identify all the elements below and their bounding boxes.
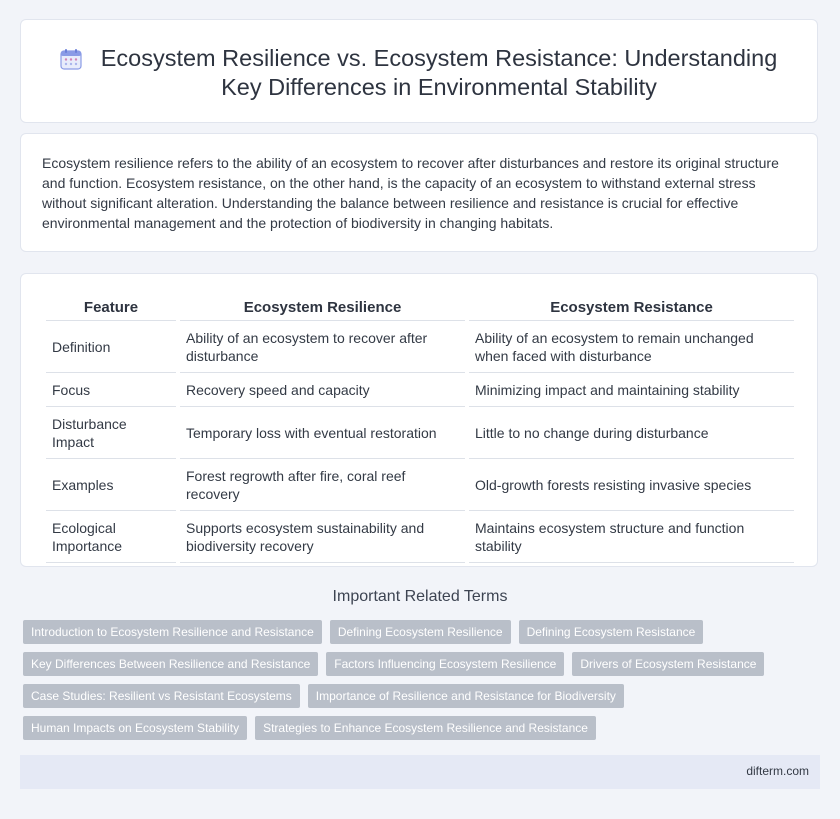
tag-link[interactable]: Factors Influencing Ecosystem Resilience [326, 652, 564, 676]
tag-link[interactable]: Strategies to Enhance Ecosystem Resilience and Resistance [255, 716, 596, 740]
row-resistance: Little to no change during disturbance [469, 407, 794, 459]
table-row [46, 407, 794, 459]
row-resistance: Ability of an ecosystem to remain unchanged when faced with disturbance [469, 321, 794, 373]
tag-row [23, 684, 823, 708]
intro-paragraph: Ecosystem resilience refers to the ability of an ecosystem to recover after disturbances and restore its original structure and function. Ecosystem resistance, on the other hand, is the capacity of an ecosystem to withstand external stress without significant alteration. Understanding the balance between resilience and resistance is crucial for effective environmental management and the protection of biodiversity in changing habitats. [42, 155, 779, 231]
page-title: Ecosystem Resilience vs. Ecosystem Resistance: Understanding Key Differences in Environmental Stability [100, 45, 778, 100]
related-terms-title: Important Related Terms [332, 588, 508, 605]
comparison-card [20, 273, 818, 567]
tag-link[interactable]: Importance of Resilience and Resistance for Biodiversity [308, 684, 624, 708]
row-resilience: Temporary loss with eventual restoration [180, 407, 465, 459]
table-row [46, 511, 794, 563]
tag-row [23, 620, 823, 644]
related-terms-list [23, 620, 823, 748]
tag-link[interactable]: Case Studies: Resilient vs Resistant Ecosystems [23, 684, 300, 708]
tag-link[interactable]: Human Impacts on Ecosystem Stability [23, 716, 247, 740]
tag-link[interactable]: Defining Ecosystem Resilience [330, 620, 511, 644]
row-feature: Definition [46, 321, 176, 373]
comparison-table [42, 296, 798, 563]
row-resilience: Ability of an ecosystem to recover after disturbance [180, 321, 465, 373]
row-resistance: Minimizing impact and maintaining stability [469, 373, 794, 407]
row-feature: Focus [46, 373, 176, 407]
tag-link[interactable]: Introduction to Ecosystem Resilience and Resistance [23, 620, 322, 644]
row-resilience: Forest regrowth after fire, coral reef recovery [180, 459, 465, 511]
header-feature: Feature [46, 296, 176, 321]
header-resilience: Ecosystem Resilience [180, 296, 465, 321]
row-resistance: Maintains ecosystem structure and function stability [469, 511, 794, 563]
table-row [46, 459, 794, 511]
tag-link[interactable]: Drivers of Ecosystem Resistance [572, 652, 764, 676]
row-feature: Ecological Importance [46, 511, 176, 563]
row-resilience: Supports ecosystem sustainability and biodiversity recovery [180, 511, 465, 563]
tag-link[interactable]: Defining Ecosystem Resistance [519, 620, 704, 644]
table-row [46, 373, 794, 407]
tag-link[interactable]: Key Differences Between Resilience and Resistance [23, 652, 318, 676]
title-card [20, 19, 818, 123]
row-feature: Disturbance Impact [46, 407, 176, 459]
footer [20, 755, 820, 789]
row-resistance: Old-growth forests resisting invasive species [469, 459, 794, 511]
table-row [46, 321, 794, 373]
tag-row [23, 716, 823, 740]
calendar-icon [59, 47, 83, 71]
table-header-row [46, 296, 794, 321]
tag-row [23, 652, 823, 676]
row-feature: Examples [46, 459, 176, 511]
header-resistance: Ecosystem Resistance [469, 296, 794, 321]
row-resilience: Recovery speed and capacity [180, 373, 465, 407]
intro-card [20, 133, 818, 252]
footer-site-link[interactable]: difterm.com [746, 764, 809, 778]
